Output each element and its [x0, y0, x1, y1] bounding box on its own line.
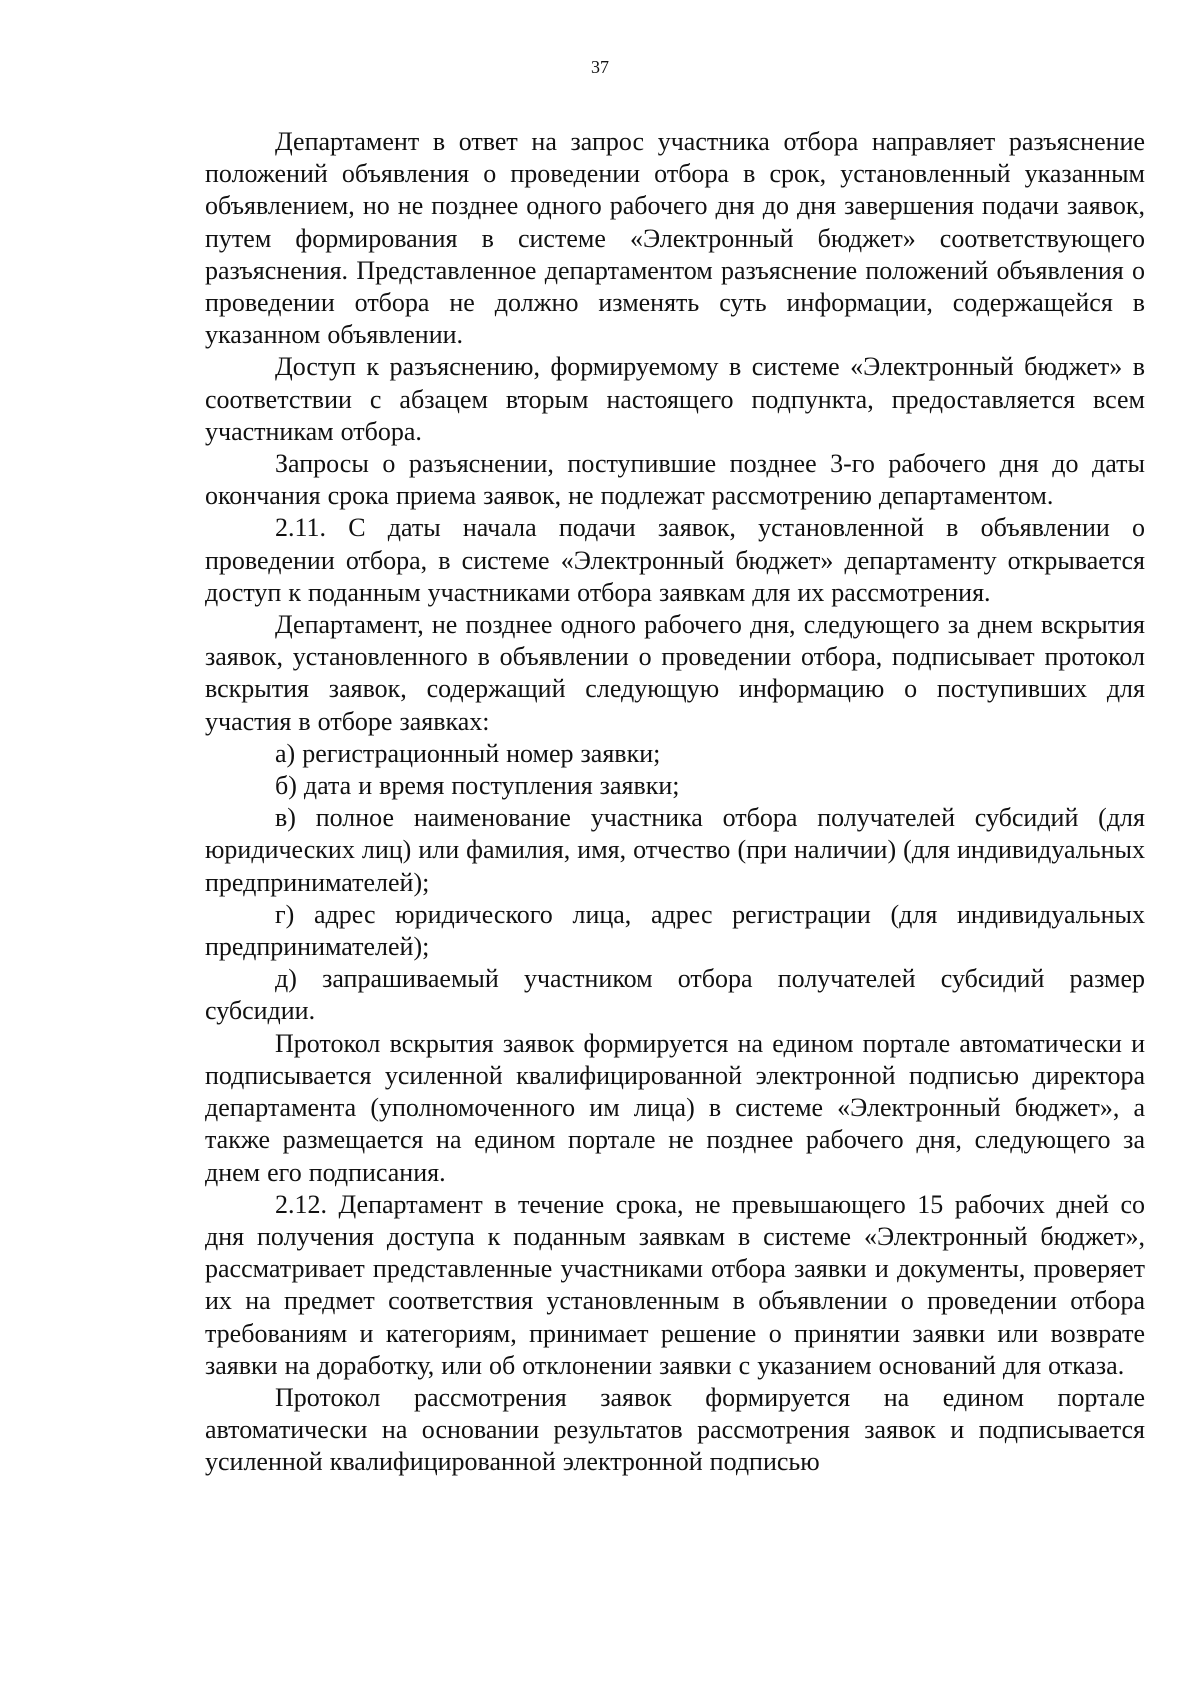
document-body [205, 126, 1145, 1479]
paragraph-late-requests: Запросы о разъяснении, поступившие позднее 3-го рабочего дня до даты окончания срока приема заявок, не подлежат рассмотрению департаментом. [205, 449, 1145, 511]
list-item-g: г) адрес юридического лица, адрес регистрации (для индивидуальных предпринимателей); [205, 899, 1145, 962]
paragraph-review-protocol: Протокол рассмотрения заявок формируется на едином портале автоматически на основании результатов рассмотрения заявок и подписывается усиленной квалифицированной электронной подписью [205, 1382, 1145, 1477]
list-item-v: в) полное наименование участника отбора получателей субсидий (для юридических лиц) или фамилия, имя, отчество (при наличии) (для индивидуальных предпринимателей); [205, 803, 1145, 897]
paragraph-opening-protocol: Департамент, не позднее одного рабочего дня, следующего за днем вскрытия заявок, установленного в объявлении о проведении отбора, подписывает протокол вскрытия заявок, содержащий следующую информацию о поступивших для участия в отборе заявках: [205, 610, 1145, 736]
paragraph-protocol-formation: Протокол вскрытия заявок формируется на едином портале автоматически и подписывается усиленной квалифицированной электронной подписью директора департамента (уполномоченного им лица) в системе «Электронный бюджет», а также размещается на едином портале не позднее рабочего дня, следующего за днем его подписания. [205, 1028, 1145, 1187]
paragraph-section-2-12: 2.12. Департамент в течение срока, не превышающего 15 рабочих дней со дня получения доступа к поданным заявкам в системе «Электронный бюджет», рассматривает представленные участниками отбора заявки и документы, проверяет их на предмет соответствия установленным в объявлении о проведении отбора требованиям и категориям, принимает решение о принятии заявки или возврате заявки на доработку, или об отклонении заявки с указанием оснований для отказа. [205, 1189, 1145, 1380]
page-number: 37 [591, 57, 609, 77]
paragraph-section-2-11: 2.11. С даты начала подачи заявок, установленной в объявлении о проведении отбора, в системе «Электронный бюджет» департаменту открывается доступ к поданным участниками отбора заявкам для их рассмотрения. [205, 513, 1145, 607]
paragraph-clarification-access: Доступ к разъяснению, формируемому в системе «Электронный бюджет» в соответствии с абзацем вторым настоящего подпункта, предоставляется всем участникам отбора. [205, 352, 1145, 446]
paragraph-clarification-response: Департамент в ответ на запрос участника отбора направляет разъяснение положений объявления о проведении отбора в срок, установленный указанным объявлением, но не позднее одного рабочего дня до дня завершения подачи заявок, путем формирования в системе «Электронный бюджет» соответствующего разъяснения. Представленное департаментом разъяснение положений объявления о проведении отбора не должно изменять суть информации, содержащейся в указанном объявлении. [205, 127, 1145, 350]
list-item-d: д) запрашиваемый участником отбора получателей субсидий размер субсидии. [205, 964, 1145, 1026]
list-item-a: а) регистрационный номер заявки; [275, 738, 661, 768]
list-item-b: б) дата и время поступления заявки; [275, 771, 680, 801]
